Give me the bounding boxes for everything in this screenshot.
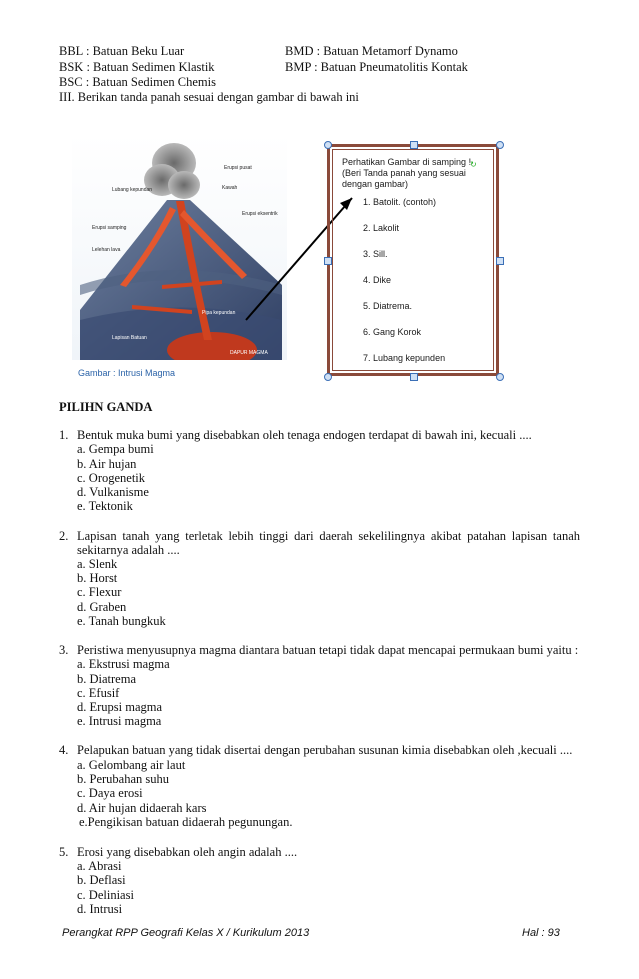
resize-handle-bottom-left[interactable] xyxy=(324,373,332,381)
label-kawah: Kawah xyxy=(222,185,238,191)
answer-option[interactable]: e. Intrusi magma xyxy=(77,714,162,728)
answer-option[interactable]: c. Deliniasi xyxy=(77,888,134,902)
question-number: 1. xyxy=(59,428,69,442)
answer-option[interactable]: b. Deflasi xyxy=(77,873,126,887)
answer-option[interactable]: a. Abrasi xyxy=(77,859,122,873)
label-pipa-kepundan: Pipa kepundan xyxy=(202,310,236,316)
answer-option[interactable]: a. Slenk xyxy=(77,557,118,571)
resize-handle-middle-right[interactable] xyxy=(496,257,504,265)
answer-option[interactable]: d. Erupsi magma xyxy=(77,700,163,714)
answer-option[interactable]: b. Air hujan xyxy=(77,457,137,471)
section-heading: PILIHN GANDA xyxy=(59,400,153,414)
question-number: 4. xyxy=(59,743,69,757)
resize-handle-bottom-center[interactable] xyxy=(410,373,418,381)
answer-option[interactable]: b. Diatrema xyxy=(77,672,137,686)
answer-textbox[interactable] xyxy=(327,144,499,376)
answer-option[interactable]: c. Efusif xyxy=(77,686,120,700)
answer-option[interactable]: d. Graben xyxy=(77,600,127,614)
question-text: Bentuk muka bumi yang disebabkan oleh tenaga endogen terdapat di bawah ini, kecuali .... xyxy=(77,428,532,442)
resize-handle-bottom-right[interactable] xyxy=(496,373,504,381)
resize-handle-middle-left[interactable] xyxy=(324,257,332,265)
question-text: Erosi yang disebabkan oleh angin adalah .... xyxy=(77,845,298,859)
textbox-title-line3: dengan gambar) xyxy=(342,179,409,189)
question-text: Pelapukan batuan yang tidak disertai dengan perubahan susunan kimia disebabkan oleh ,kecuali .... xyxy=(77,743,573,757)
label-erupsi-eksentrik: Erupsi eksentrik xyxy=(242,211,278,217)
label-lubang-kepundan: Lubang kepundan xyxy=(112,187,153,193)
legend-bsk: BSK : Batuan Sedimen Klastik xyxy=(59,60,215,74)
textbox-item: 7. Lubang kepunden xyxy=(363,353,446,363)
textbox-item: 4. Dike xyxy=(363,275,392,285)
question-number: 3. xyxy=(59,643,69,657)
rotate-handle-icon[interactable]: ↻ xyxy=(470,160,477,169)
answer-option[interactable]: c. Flexur xyxy=(77,585,122,599)
legend-bsc: BSC : Batuan Sedimen Chemis xyxy=(59,75,216,89)
answer-option[interactable]: e. Tanah bungkuk xyxy=(77,614,166,628)
label-dapur-magma: DAPUR MAGMA xyxy=(230,350,268,356)
label-lelehan-lava: Lelehan lava xyxy=(92,247,121,253)
answer-option[interactable]: a. Gelombang air laut xyxy=(77,758,186,772)
textbox-item: 5. Diatrema. xyxy=(363,301,413,311)
answer-option[interactable]: e. Tektonik xyxy=(77,499,133,513)
answer-option[interactable]: d. Vulkanisme xyxy=(77,485,149,499)
figure-caption: Gambar : Intrusi Magma xyxy=(78,368,176,378)
question-number: 5. xyxy=(59,845,69,859)
answer-option[interactable]: b. Horst xyxy=(77,571,118,585)
legend-bbl: BBL : Batuan Beku Luar xyxy=(59,44,185,58)
answer-option[interactable]: b. Perubahan suhu xyxy=(77,772,169,786)
footer-page-number: Hal : 93 xyxy=(522,927,560,939)
label-lapisan-batuan: Lapisan Batuan xyxy=(112,335,147,341)
textbox-title xyxy=(342,157,471,190)
resize-handle-top-right[interactable] xyxy=(496,141,504,149)
answer-option[interactable]: d. Air hujan didaerah kars xyxy=(77,801,207,815)
question-text-cont: sekitarnya adalah .... xyxy=(77,543,180,557)
question-text: Lapisan tanah yang terletak lebih tinggi dari daerah sekelilingnya akibat patahan lapisan tanah xyxy=(77,529,580,543)
question-text: Peristiwa menyusupnya magma diantara batuan tetapi tidak dapat mencapai permukaan bumi yaitu : xyxy=(77,643,579,657)
resize-handle-top-left[interactable] xyxy=(324,141,332,149)
label-erupsi-samping: Erupsi samping xyxy=(92,225,127,231)
footer-left: Perangkat RPP Geografi Kelas X / Kurikulum 2013 xyxy=(62,927,310,939)
section3-instruction: III. Berikan tanda panah sesuai dengan gambar di bawah ini xyxy=(59,90,359,104)
textbox-title-line2: (Beri Tanda panah yang sesuai xyxy=(342,168,466,178)
textbox-title-line1: Perhatikan Gambar di samping ! xyxy=(342,157,472,167)
question-number: 2. xyxy=(59,529,69,543)
textbox-item: 6. Gang Korok xyxy=(363,327,422,337)
answer-option[interactable]: a. Ekstrusi magma xyxy=(77,657,170,671)
answer-option[interactable]: e.Pengikisan batuan didaerah pegunungan. xyxy=(79,815,293,829)
answer-option[interactable]: c. Daya erosi xyxy=(77,786,143,800)
textbox-item: 2. Lakolit xyxy=(363,223,400,233)
answer-option[interactable]: c. Orogenetik xyxy=(77,471,146,485)
answer-option[interactable]: d. Intrusi xyxy=(77,902,123,916)
textbox-item: 1. Batolit. (contoh) xyxy=(363,197,437,207)
label-erupsi-pusat: Erupsi pusat xyxy=(224,165,252,171)
legend-bmd: BMD : Batuan Metamorf Dynamo xyxy=(285,44,458,58)
legend-bmp: BMP : Batuan Pneumatolitis Kontak xyxy=(285,60,468,74)
answer-option[interactable]: a. Gempa bumi xyxy=(77,442,154,456)
textbox-item: 3. Sill. xyxy=(363,249,388,259)
resize-handle-top-center[interactable] xyxy=(410,141,418,149)
